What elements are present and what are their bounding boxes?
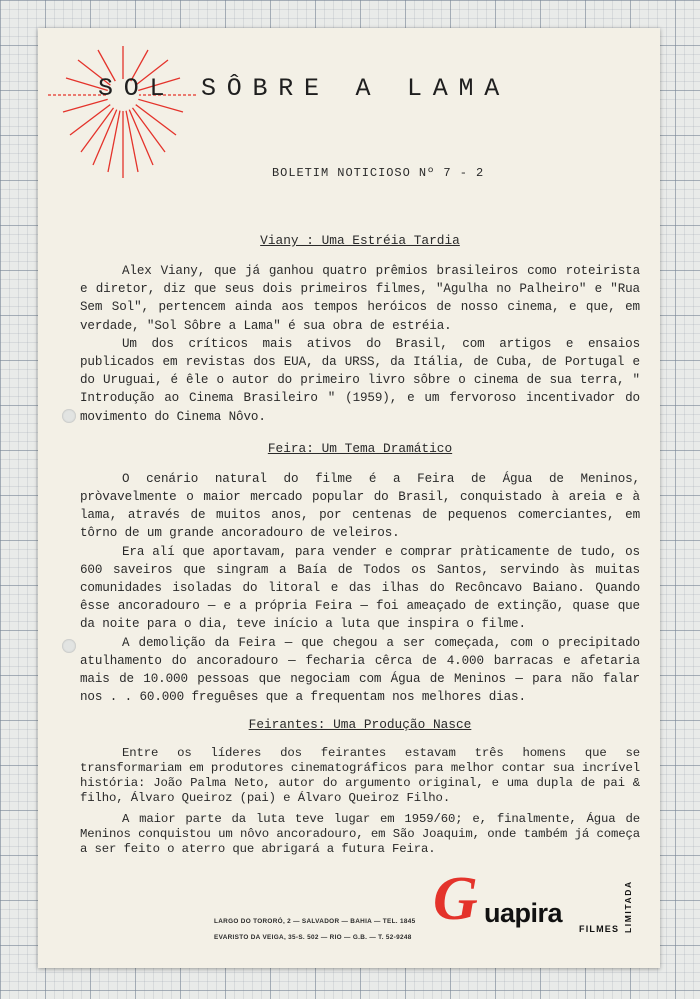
guapira-logo-filmes: FILMES <box>579 924 620 934</box>
punch-hole <box>62 639 76 653</box>
paragraph: Um dos críticos mais ativos do Brasil, com artigos e ensaios publicados em revistas dos EUA, da URSS, da Itália, de Cuba, de Portugal e do Uruguai, é êle o autor do primeiro livro sôbre o cinema de sua terra, " Introdução ao Cinema Brasileiro " (1959), e um fervoroso incentivador do movimento do Cinema Nôvo. <box>80 336 640 424</box>
guapira-logo-limitada: LIMITADA <box>623 880 633 933</box>
address-line: EVARISTO DA VEIGA, 35-S. 502 — RIO — G.B. — T. 52-9248 <box>214 934 412 941</box>
paragraph: Entre os líderes dos feirantes estavam três homens que se transformariam em produtores cinematográficos para melhor contar sua incrível história: João Palma Neto, autor do argumento original, e uma dupla de pai & filho, Álvaro Queiroz (pai) e Álvaro Queiroz Filho. <box>80 746 640 806</box>
section-heading: Feirantes: Uma Produção Nasce <box>248 717 472 733</box>
bulletin-number: BOLETIM NOTICIOSO Nº 7 - 2 <box>272 166 485 180</box>
punch-hole <box>62 409 76 423</box>
sun-logo-icon <box>48 40 198 190</box>
paragraph: A maior parte da luta teve lugar em 1959/60; e, finalmente, Água de Meninos conquistou um nôvo ancoradouro, em São Joaquim, onde também já começa a ser feito o aterro que abrigará a futura Feira. <box>80 812 640 857</box>
article-body <box>80 232 640 857</box>
paragraph: O cenário natural do filme é a Feira de Água de Meninos, pròvavelmente o maior mercado popular do Brasil, conquistado à areia e à lama, através de muitos anos, por centenas de pequenos comerciantes, em tôrno de um grande ancoradouro de veleiros. <box>80 471 640 541</box>
paragraph: Alex Viany, que já ganhou quatro prêmios brasileiros como roteirista e diretor, diz que seus dois primeiros filmes, "Agulha no Palheiro" e "Rua Sem Sol", pertencem ainda aos tempos heróicos de nosso cinema, e que, em verdade, "Sol Sôbre a Lama" é sua obra de estréia. <box>80 264 640 333</box>
footer-address <box>214 914 416 946</box>
paragraph: A demolição da Feira — que chegou a ser começada, com o precipitado atulhamento do ancoradouro — fecharia cêrca de 4.000 barracas e afetaria mais de 10.000 pessoas que negociam com Água de Meninos — para não falar nos . . 60.000 freguêses que a frequentam nos melhores dias. <box>80 635 640 705</box>
address-line: LARGO DO TORORÓ, 2 — SALVADOR — BAHIA — TEL. 1845 <box>214 918 416 925</box>
guapira-logo-word: uapira <box>484 898 563 928</box>
document-page <box>38 28 660 968</box>
paragraph: Era alí que aportavam, para vender e comprar pràticamente de tudo, os 600 saveiros que singram a Baía de Todos os Santos, servindo às muitas comunidades isoladas do litoral e das ilhas do Recôncavo Baiano. Quando êsse ancoradouro — e a própria Feira — foi ameaçado de extinção, quase que da noite para o dia, teve início a luta que inspira o filme. <box>80 544 640 632</box>
section-heading: Feira: Um Tema Dramático <box>267 440 453 456</box>
guapira-logo-initial: G <box>433 865 478 933</box>
section-heading: Viany : Uma Estréia Tardia <box>260 233 460 248</box>
page-title: SOL SÔBRE A LAMA <box>98 74 511 103</box>
